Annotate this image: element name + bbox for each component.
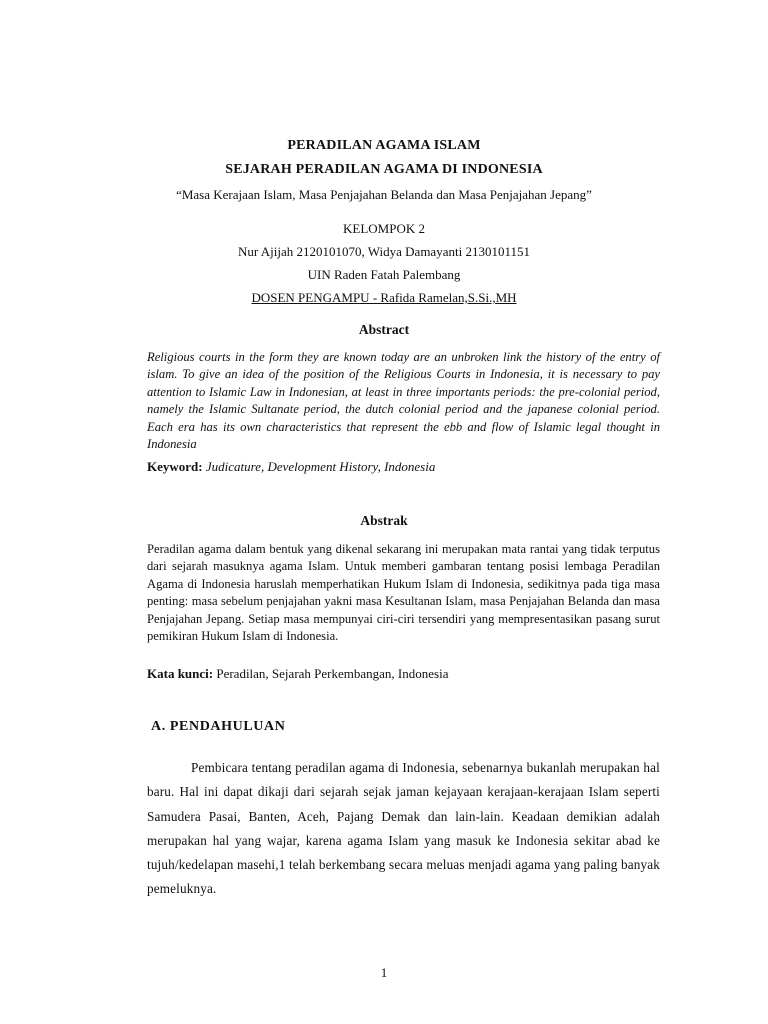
authors: Nur Ajijah 2120101070, Widya Damayanti 2130101151 bbox=[238, 244, 530, 259]
affiliation: UIN Raden Fatah Palembang bbox=[307, 267, 461, 282]
pendahuluan-paragraph: Pembicara tentang peradilan agama di Indonesia, sebenarnya bukanlah merupakan hal baru. Hal ini dapat dikaji dari sejarah sejak jaman kejayaan kerajaan-kerajaan Islam seperti Samudera Pasai, Banten, Aceh, Pajang Demak dan lain-lain. Keadaan demikian adalah merupakan hal yang wajar, karena agama Islam yang masuk ke Indonesia sekitar abad ke tujuh/kedelapan masehi,1 telah berkembang secara meluas menjadi agama yang paling banyak pemeluknya. bbox=[147, 760, 660, 897]
keywords-en bbox=[147, 459, 660, 475]
abstract-text: Religious courts in the form they are known today are an unbroken link the history of the entry of islam. To give an idea of the position of the Religious Courts in Indonesia, it is necessary to pay attention to Islamic Law in Indonesian, at least in three importants periods: the pre-colonial period, namely the Islamic Sultanate period, the dutch colonial period and the japanese colonial period. Each era has its own characteristics that represent the ebb and flow of Islamic legal thought in Indonesia bbox=[147, 350, 660, 452]
abstrak-heading: Abstrak bbox=[360, 513, 408, 528]
kata-kunci-value: Peradilan, Sejarah Perkembangan, Indonesia bbox=[216, 666, 449, 681]
page-number: 1 bbox=[380, 965, 388, 980]
group-label: KELOMPOK 2 bbox=[343, 221, 425, 236]
paper-subtitle-heading: SEJARAH PERADILAN AGAMA DI INDONESIA bbox=[225, 162, 543, 177]
abstract-heading: Abstract bbox=[358, 322, 410, 337]
abstrak-text: Peradilan agama dalam bentuk yang dikenal sekarang ini merupakan mata rantai yang tidak terputus dari sejarah masuknya agama Islam. Untuk memberi gambaran tentang posisi lembaga Peradilan Agama di Indonesia haruslah memperhatikan Hukum Islam di Indonesia, sedikitnya pada tiga masa penting: masa sebelum penjajahan yakni masa Kesultanan Islam, masa Penjajahan Belanda dan masa Penjajahan Jepang. Setiap masa mempunyai ciri-ciri tersendiri yang mempresentasikan pasang surut pemikiran Hukum Islam di Indonesia. bbox=[147, 542, 660, 644]
lecturer-text: DOSEN PENGAMPU - Rafida Ramelan,S.Si.,MH bbox=[251, 290, 517, 305]
paper-subtitle-quote: “Masa Kerajaan Islam, Masa Penjajahan Belanda dan Masa Penjajahan Jepang” bbox=[176, 187, 592, 202]
paper-title: PERADILAN AGAMA ISLAM bbox=[287, 138, 481, 153]
keyword-value: Judicature, Development History, Indonesia bbox=[205, 459, 436, 474]
keyword-label: Keyword: bbox=[147, 459, 203, 474]
kata-kunci-label: Kata kunci: bbox=[147, 666, 214, 681]
lecturer-line bbox=[0, 290, 768, 306]
section-heading-pendahuluan: A. PENDAHULUAN bbox=[151, 719, 286, 734]
keywords-id bbox=[147, 666, 660, 682]
